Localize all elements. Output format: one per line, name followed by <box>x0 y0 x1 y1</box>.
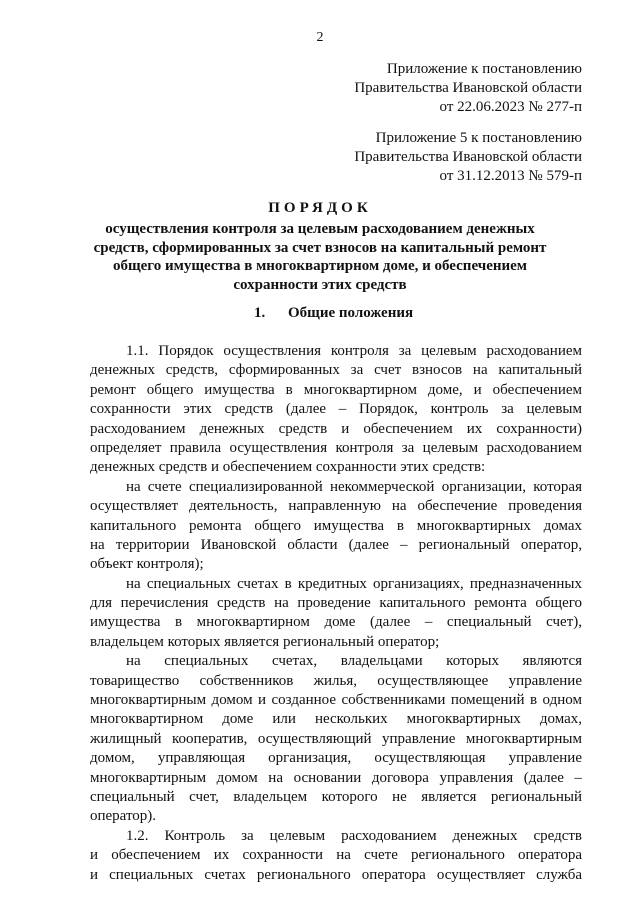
paragraph-line: на специальных счетах, владельцами которых являются <box>126 653 582 670</box>
section-number: 1. <box>254 305 266 321</box>
annex-original-reference <box>354 129 582 186</box>
paragraph-line: сохранности этих средств (далее – Порядок, контроль за целевым <box>90 401 582 418</box>
paragraph-line: определяет правила осуществления контроля за целевым расходованием <box>90 439 582 456</box>
body-text <box>90 342 582 885</box>
paragraph-line: на специальных счетах в кредитных организациях, предназначенных <box>126 575 582 592</box>
paragraph-line: денежных средств, сформированных за счет взносов на капитальный <box>90 362 582 379</box>
page-number: 2 <box>316 30 324 45</box>
subtitle-line: сохранности этих средств <box>233 276 407 293</box>
annex-current-reference <box>354 60 582 117</box>
subtitle-line: общего имущества в многоквартирном доме, и обеспечением <box>112 258 528 274</box>
paragraph-line: товарищество собственников жилья, осуществляющее управление <box>90 672 582 689</box>
section-heading <box>254 305 413 322</box>
paragraph-line: объект контроля); <box>90 556 204 573</box>
annex-original-line-1: Приложение 5 к постановлению <box>375 130 582 146</box>
annex-current-line-2: Правительства Ивановской области <box>354 80 582 96</box>
paragraph-line: оператор). <box>90 808 157 825</box>
paragraph-line: капитального ремонта общего имущества в многоквартирных домах <box>90 517 582 534</box>
annex-current-line-1: Приложение к постановлению <box>386 61 582 77</box>
paragraph-line: многоквартирным домом на основании договора управления (далее – <box>90 769 582 786</box>
paragraph-line: расходованием денежных средств и обеспечением их сохранности) <box>90 420 582 437</box>
section-title: Общие положения <box>288 305 414 321</box>
paragraph-line: осуществляет деятельность, направленную на обеспечение проведения <box>90 498 582 515</box>
paragraph-line: денежных средств и обеспечением сохранности этих средств: <box>90 459 486 476</box>
paragraph-line: 1.2. Контроль за целевым расходованием денежных средств <box>126 827 582 844</box>
paragraph-line: домом, управляющая организация, осуществляющая управление <box>90 750 582 767</box>
paragraph-line: на территории Ивановской области (далее – региональный оператор, <box>90 536 582 553</box>
annex-original-line-3: от 31.12.2013 № 579-п <box>439 168 582 184</box>
document-title: ПОРЯДОК <box>268 200 372 216</box>
paragraph-line: на счете специализированной некоммерческой организации, которая <box>126 478 582 495</box>
paragraph-line: и обеспечением их сохранности на счете регионального оператора <box>90 847 582 864</box>
annex-original-line-2: Правительства Ивановской области <box>354 149 582 165</box>
subtitle-line: средств, сформированных за счет взносов на капитальный ремонт <box>93 239 547 256</box>
paragraph-line: специальный счет, владельцем которого не является региональный <box>90 788 582 805</box>
paragraph-line: жилищный кооператив, осуществляющий управление многоквартирным <box>90 730 582 747</box>
paragraph-line: ремонт общего имущества в многоквартирном доме, и обеспечением <box>90 381 582 398</box>
paragraph-line: для перечисления средств на проведение капитального ремонта общего <box>90 595 582 612</box>
annex-current-line-3: от 22.06.2023 № 277-п <box>439 99 582 115</box>
paragraph-line: многоквартирном доме или нескольких многоквартирных домах, <box>90 711 582 728</box>
paragraph-line: многоквартирным домом и созданное собственниками помещений в одном <box>90 692 582 709</box>
paragraph-line: 1.1. Порядок осуществления контроля за целевым расходованием <box>126 343 582 359</box>
document-subtitle <box>0 220 640 294</box>
paragraph-line: и специальных счетах регионального оператора осуществляет служба <box>90 866 582 883</box>
subtitle-line: осуществления контроля за целевым расходованием денежных <box>105 221 535 237</box>
paragraph-line: владельцем которых является региональный оператор; <box>90 633 440 650</box>
paragraph-line: имущества в многоквартирном доме (далее – специальный счет), <box>90 614 582 631</box>
